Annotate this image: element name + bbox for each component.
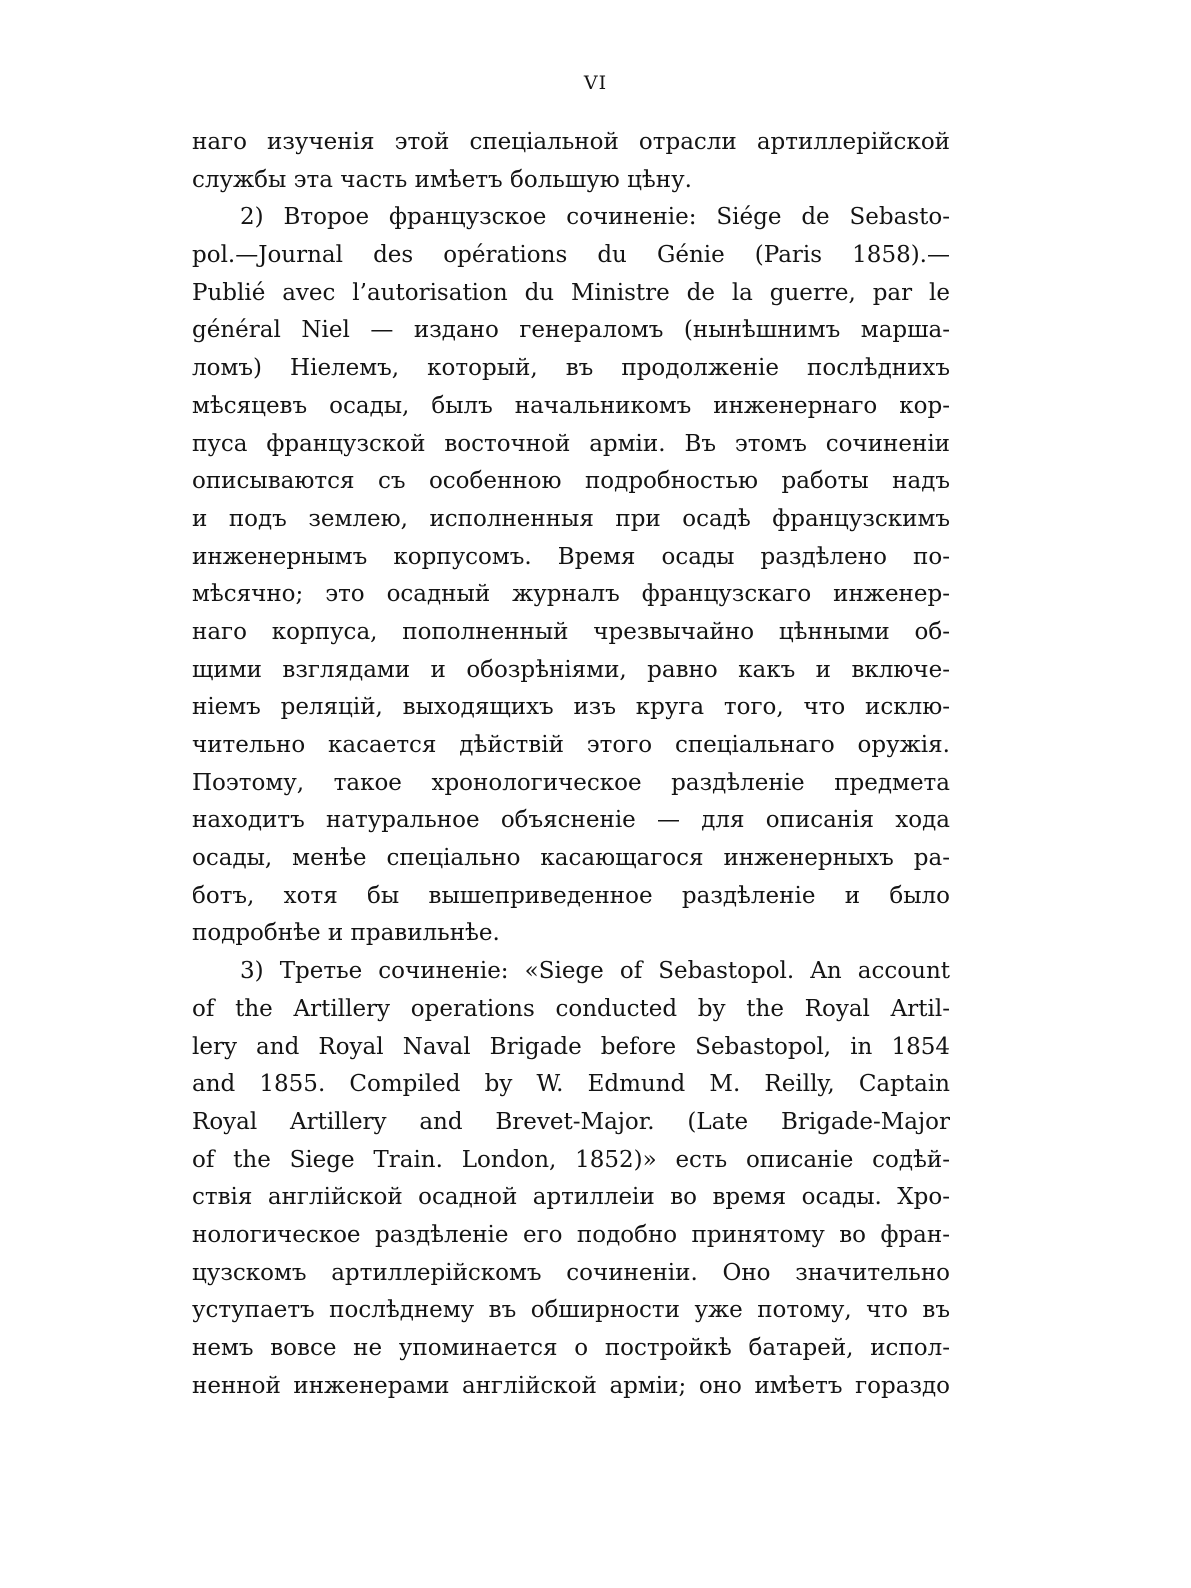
text-line: Royal Artillery and Brevet-Major. (Late Brigade-Major — [192, 1108, 950, 1135]
text-line: инженернымъ корпусомъ. Время осады раздѣлено по- — [192, 543, 950, 570]
text-line: находитъ натуральное объясненіе — для описанія хода — [192, 807, 950, 834]
text-line: pol.—Journal des opérations du Génie (Paris 1858).— — [192, 242, 950, 269]
text-line: ломъ) Ніелемъ, который, въ продолженіе послѣднихъ — [192, 355, 950, 382]
text-line: немъ вовсе не упоминается о постройкѣ батарей, испол- — [192, 1335, 950, 1361]
text-line: ненной инженерами англійской арміи; оно имѣетъ гораздо — [192, 1372, 950, 1399]
text-line: уступаетъ послѣднему въ обширности уже потому, что въ — [192, 1297, 950, 1324]
text-line: мѣсяцевъ осады, былъ начальникомъ инженернаго кор- — [192, 392, 950, 419]
text-line: мѣсячно; это осадный журналъ французскаго инженер- — [192, 581, 950, 608]
page-number: VI — [583, 72, 608, 94]
text-line: описываются съ особенною подробностью работы надъ — [192, 468, 950, 495]
text-line: подробнѣе и правильнѣе. — [192, 920, 500, 947]
text-line: ніемъ реляцій, выходящихъ изъ круга того, что исклю- — [192, 694, 950, 721]
text-line: and 1855. Compiled by W. Edmund M. Reilly, Captain — [192, 1071, 950, 1098]
text-line: щими взглядами и обозрѣніями, равно какъ и включе- — [192, 656, 950, 683]
text-line: цузскомъ артиллерійскомъ сочиненіи. Оно значительно — [192, 1259, 950, 1286]
text-line: наго изученія этой спеціальной отрасли артиллерійской — [192, 129, 950, 155]
text-line: Publié avec l’autorisation du Ministre de la guerre, par le — [192, 279, 950, 306]
text-line: Поэтому, такое хронологическое раздѣленіе предмета — [192, 769, 950, 796]
text-line: 3) Третье сочиненіе: «Siege of Sebastopol. An account — [240, 958, 950, 985]
text-line: lery and Royal Naval Brigade before Sebastopol, in 1854 — [192, 1033, 950, 1060]
text-line: général Niel — издано генераломъ (нынѣшнимъ марша- — [192, 317, 950, 344]
text-line: of the Artillery operations conducted by the Royal Artil- — [192, 995, 950, 1022]
text-line: осады, менѣе спеціально касающагося инженерныхъ ра- — [192, 845, 950, 872]
text-line: нологическое раздѣленіе его подобно принятому во фран- — [192, 1221, 950, 1248]
text-line: чительно касается дѣйствій этого спеціальнаго оружія. — [192, 732, 950, 758]
text-line: пуса французской восточной арміи. Въ этомъ сочиненіи — [192, 430, 950, 457]
text-line: ствія англійской осадной артиллеіи во время осады. Хро- — [192, 1184, 950, 1211]
text-line: 2) Второе французское сочиненіе: Siége de Sebasto- — [240, 204, 950, 231]
text-line: службы эта часть имѣетъ большую цѣну. — [192, 166, 692, 193]
text-line: of the Siege Train. London, 1852)» есть описаніе содѣй- — [192, 1146, 950, 1173]
body-text — [192, 124, 950, 1405]
text-line: и подъ землею, исполненныя при осадѣ французскимъ — [192, 505, 950, 532]
text-line: ботъ, хотя бы вышеприведенное раздѣленіе и было — [192, 882, 950, 909]
text-line: наго корпуса, пополненный чрезвычайно цѣнными об- — [192, 618, 950, 645]
